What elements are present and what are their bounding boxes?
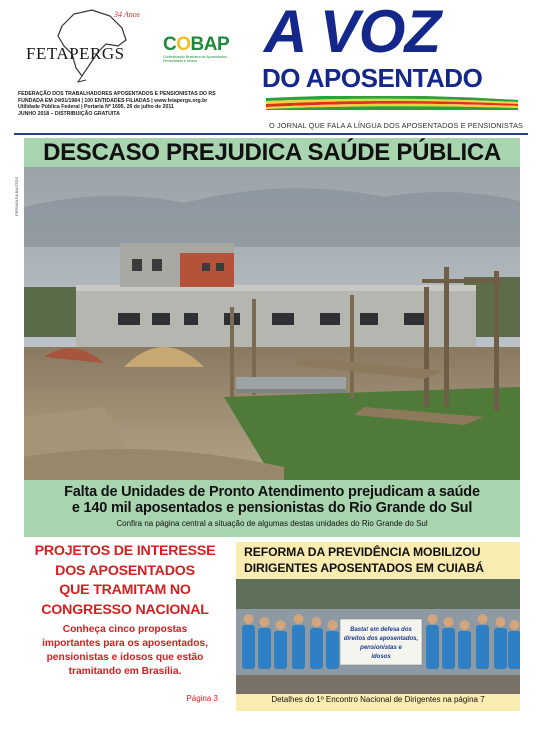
person-figure — [426, 625, 439, 669]
group-photo — [236, 579, 520, 694]
construction-site-image — [24, 167, 520, 480]
masthead — [0, 0, 542, 134]
fetapergs-logo — [22, 6, 162, 86]
person-figure — [274, 631, 287, 669]
person-figure — [458, 631, 471, 669]
construction-site-photo — [24, 167, 520, 480]
tagline: O JORNAL QUE FALA A LÍNGUA DOS APOSENTADOS E PENSIONISTAS — [269, 121, 524, 130]
fetapergs-seal: 34 Anos — [114, 10, 140, 19]
person-figure — [326, 631, 339, 669]
federation-line: JUNHO 2018 – DISTRIBUIÇÃO GRATUITA — [18, 110, 120, 117]
cuiaba-article — [236, 542, 520, 711]
article-body-line: Conheça cinco propostas — [62, 624, 188, 635]
person-head — [312, 617, 322, 627]
person-figure — [242, 625, 255, 669]
article-body-line: pensionistas e idosos que estão — [46, 652, 204, 663]
person-figure — [494, 628, 507, 669]
article-title-line: DOS APOSENTADOS — [55, 562, 195, 579]
person-head — [260, 617, 270, 627]
article-title-line: CONGRESSO NACIONAL — [41, 601, 209, 618]
person-figure — [442, 628, 455, 669]
congress-projects-article — [24, 542, 226, 712]
article-title-line: PROJETOS DE INTERESSE — [34, 543, 216, 559]
article-title-line: DIRIGENTES APOSENTADOS EM CUIABÁ — [244, 560, 484, 575]
person-head — [510, 620, 520, 630]
photo-caption: Detalhes do 1º Encontro Nacional de Dirigentes na página 7 — [271, 695, 485, 704]
federation-info — [18, 91, 258, 117]
main-headline: DESCASO PREJUDICA SAÚDE PÚBLICA — [24, 138, 520, 167]
flag-stripes — [266, 96, 518, 110]
person-figure — [258, 628, 271, 669]
newspaper-title: A VOZ — [264, 0, 441, 65]
caption-subline: Confira na página central a situação de algumas destas unidades do Rio Grande do Sul — [116, 519, 428, 528]
person-figure — [508, 631, 520, 669]
person-head — [276, 620, 286, 630]
person-head — [478, 614, 488, 624]
federation-line: FUNDADA EM 24/01/1984 | 100 ENTIDADES FILIADAS | www.fetapergs.org.br — [18, 97, 208, 104]
person-head — [460, 620, 470, 630]
article-body — [24, 623, 226, 679]
cobap-subtitle: Confederação Brasileira de Aposentados, Pensionistas e Idosos — [163, 55, 228, 63]
main-caption — [24, 480, 520, 537]
federation-line: FEDERAÇÃO DOS TRABALHADORES APOSENTADOS E PENSIONISTAS DO RS — [18, 91, 216, 97]
person-head — [294, 614, 304, 624]
article-body-line: importantes para os aposentados, — [42, 638, 208, 649]
cobap-logo — [163, 34, 238, 64]
caption-line: Falta de Unidades de Pronto Atendimento prejudicam a saúde — [64, 484, 480, 500]
article-body-line: tramitando em Brasília. — [68, 666, 182, 677]
header-divider — [14, 133, 528, 135]
person-head — [496, 617, 506, 627]
cobap-name: COBAP — [163, 34, 230, 55]
page-reference: Página 3 — [186, 694, 218, 703]
photo-credit: FERNANDA BASTOS — [14, 176, 19, 216]
newspaper-subtitle: DO APOSENTADO — [262, 63, 483, 93]
person-figure — [476, 625, 489, 669]
fetapergs-name: FETAPERGS — [26, 44, 125, 63]
banner-text-line: Basta! em defesa dos — [350, 627, 412, 633]
person-head — [428, 614, 438, 624]
caption-line: e 140 mil aposentados e pensionistas do Rio Grande do Sul — [71, 499, 473, 516]
person-head — [328, 620, 338, 630]
banner-text-line: idosos — [371, 654, 391, 660]
article-title-line: QUE TRAMITAM NO — [59, 582, 191, 598]
article-title — [236, 542, 520, 576]
federation-line: Utilidade Pública Federal | Portaria Nº 1695, 26 de julho de 2011 — [18, 104, 174, 111]
group-photo-image — [236, 579, 520, 694]
banner-text-line: pensionistas e — [360, 645, 402, 651]
person-head — [244, 614, 254, 624]
person-figure — [292, 625, 305, 669]
person-head — [444, 617, 454, 627]
person-figure — [310, 628, 323, 669]
article-title-line: REFORMA DA PREVIDÊNCIA MOBILIZOU — [244, 545, 481, 559]
banner-text-line: direitos dos aposentados, — [343, 636, 419, 642]
